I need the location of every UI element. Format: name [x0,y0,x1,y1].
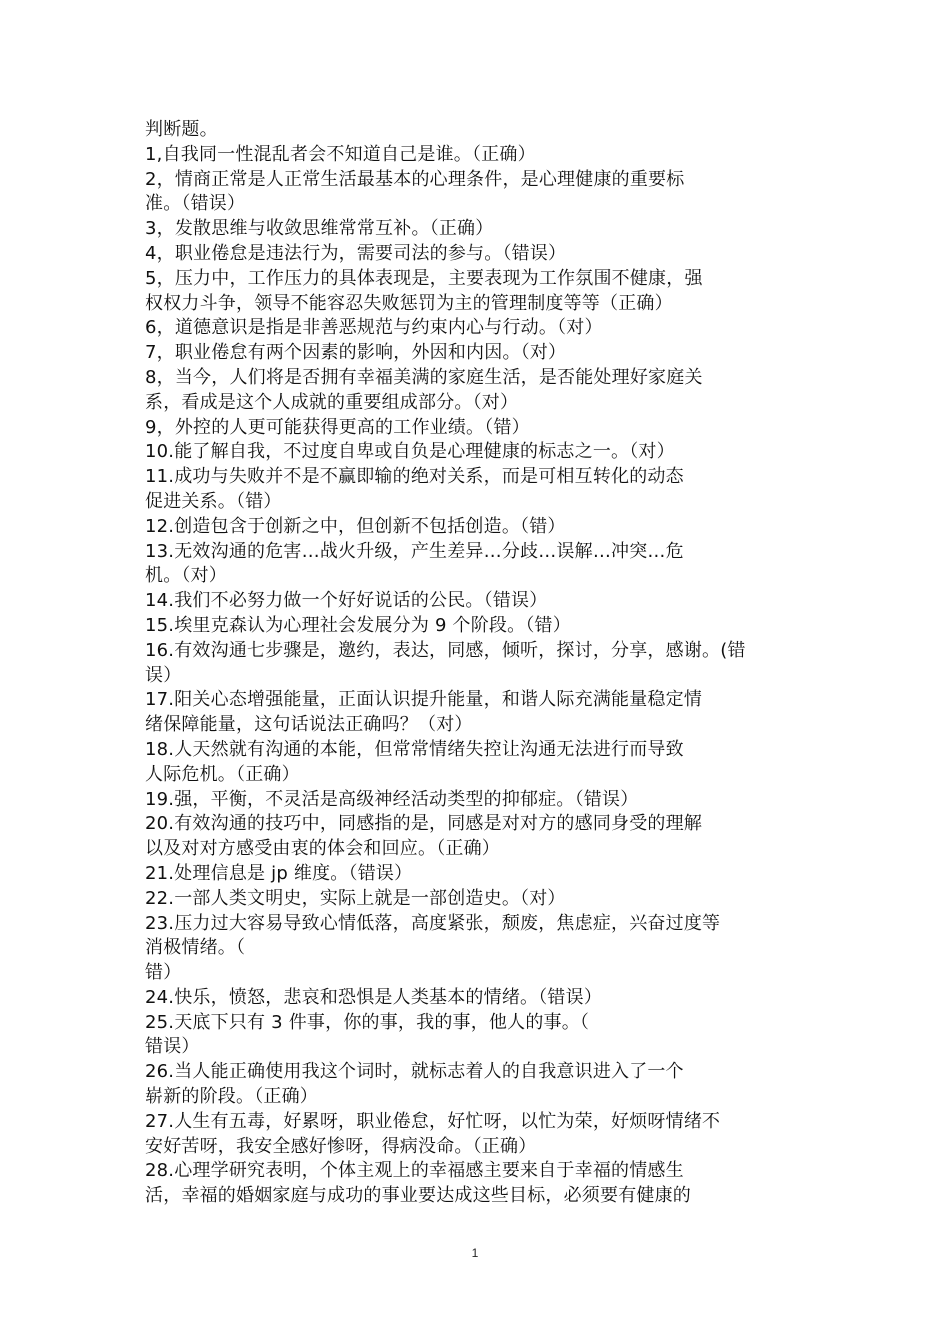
question-line: 19.强，平衡，不灵活是高级神经活动类型的抑郁症。（错误） [145,788,639,810]
question-line: 消极情绪。（ [145,937,246,959]
question-line: 13.无效沟通的危害…战火升级，产生差异…分歧…误解…冲突…危 [145,540,684,562]
question-line: 系，看成是这个人成就的重要组成部分。（对） [145,391,519,413]
question-line: 27.人生有五毒，好累呀，职业倦怠，好忙呀，以忙为荣，好烦呀情绪不 [145,1110,721,1132]
question-line: 人际危机。（正确） [145,763,300,785]
question-line: 5，压力中，工作压力的具体表现是，主要表现为工作氛围不健康，强 [145,267,703,289]
document-body [145,118,810,1209]
question-line: 3，发散思维与收敛思维常常互补。（正确） [145,218,494,240]
question-line: 崭新的阶段。（正确） [145,1086,318,1108]
question-line: 18.人天然就有沟通的本能，但常常情绪失控让沟通无法进行而导致 [145,738,684,760]
question-line: 25.天底下只有 3 件事，你的事，我的事，他人的事。（ [145,1011,590,1033]
question-line: 4，职业倦怠是违法行为，需要司法的参与。（错误） [145,242,567,264]
question-line: 2，情商正常是人正常生活最基本的心理条件，是心理健康的重要标 [145,168,685,190]
question-line: 14.我们不必努力做一个好好说话的公民。（错误） [145,590,548,612]
question-line: 26.当人能正确使用我这个词时，就标志着人的自我意识进入了一个 [145,1061,684,1083]
page-number: 1 [471,1246,479,1260]
question-line: 以及对对方感受由衷的体会和回应。（正确） [145,838,500,860]
question-line: 1,自我同一性混乱者会不知道自己是谁。（正确） [145,143,536,165]
question-line: 20.有效沟通的技巧中，同感指的是，同感是对对方的感同身受的理解 [145,813,703,835]
question-line: 错） [145,962,182,984]
question-line: 安好苦呀，我安全感好惨呀，得病没命。（正确） [145,1135,537,1157]
question-line: 12.创造包含于创新之中，但创新不包括创造。（错） [145,515,566,537]
question-line: 机。（对） [145,565,227,587]
question-line: 权权力斗争，领导不能容忍失败惩罚为主的管理制度等等（正确） [145,292,673,314]
question-line: 16.有效沟通七步骤是，邀约，表达，同感，倾听，探讨，分享，感谢。(错 [145,639,746,661]
question-line: 8，当今，人们将是否拥有幸福美满的家庭生活，是否能处理好家庭关 [145,366,703,388]
question-line: 11.成功与失败并不是不赢即输的绝对关系，而是可相互转化的动态 [145,466,684,488]
question-line: 22.一部人类文明史，实际上就是一部创造史。（对） [145,887,566,909]
question-line: 10.能了解自我，不过度自卑或自负是心理健康的标志之一。（对） [145,441,675,463]
question-line: 17.阳关心态增强能量，正面认识提升能量，和谐人际充满能量稳定情 [145,689,703,711]
question-line: 活，幸福的婚姻家庭与成功的事业要达成这些目标，必须要有健康的 [145,1185,691,1207]
question-line: 28.心理学研究表明，个体主观上的幸福感主要来自于幸福的情感生 [145,1160,684,1182]
question-line: 9，外控的人更可能获得更高的工作业绩。（错） [145,416,530,438]
question-line: 15.埃里克森认为心理社会发展分为 9 个阶段。（错） [145,614,571,636]
section-heading: 判断题。 [145,119,218,140]
question-line: 绪保障能量，这句话说法正确吗？（对） [145,714,473,736]
question-line: 促进关系。（错） [145,490,282,512]
question-line: 24.快乐，愤怒，悲哀和恐惧是人类基本的情绪。（错误） [145,986,603,1008]
question-line: 23.压力过大容易导致心情低落，高度紧张，颓废，焦虑症，兴奋过度等 [145,912,721,934]
question-line: 6，道德意识是指是非善恶规范与约束内心与行动。（对） [145,317,603,339]
question-line: 21.处理信息是 jp 维度。（错误） [145,862,413,884]
question-line: 错误） [145,1036,200,1058]
question-line: 误） [145,664,182,686]
question-line: 准。（错误） [145,193,246,215]
question-line: 7，职业倦怠有两个因素的影响，外因和内因。（对） [145,342,567,364]
